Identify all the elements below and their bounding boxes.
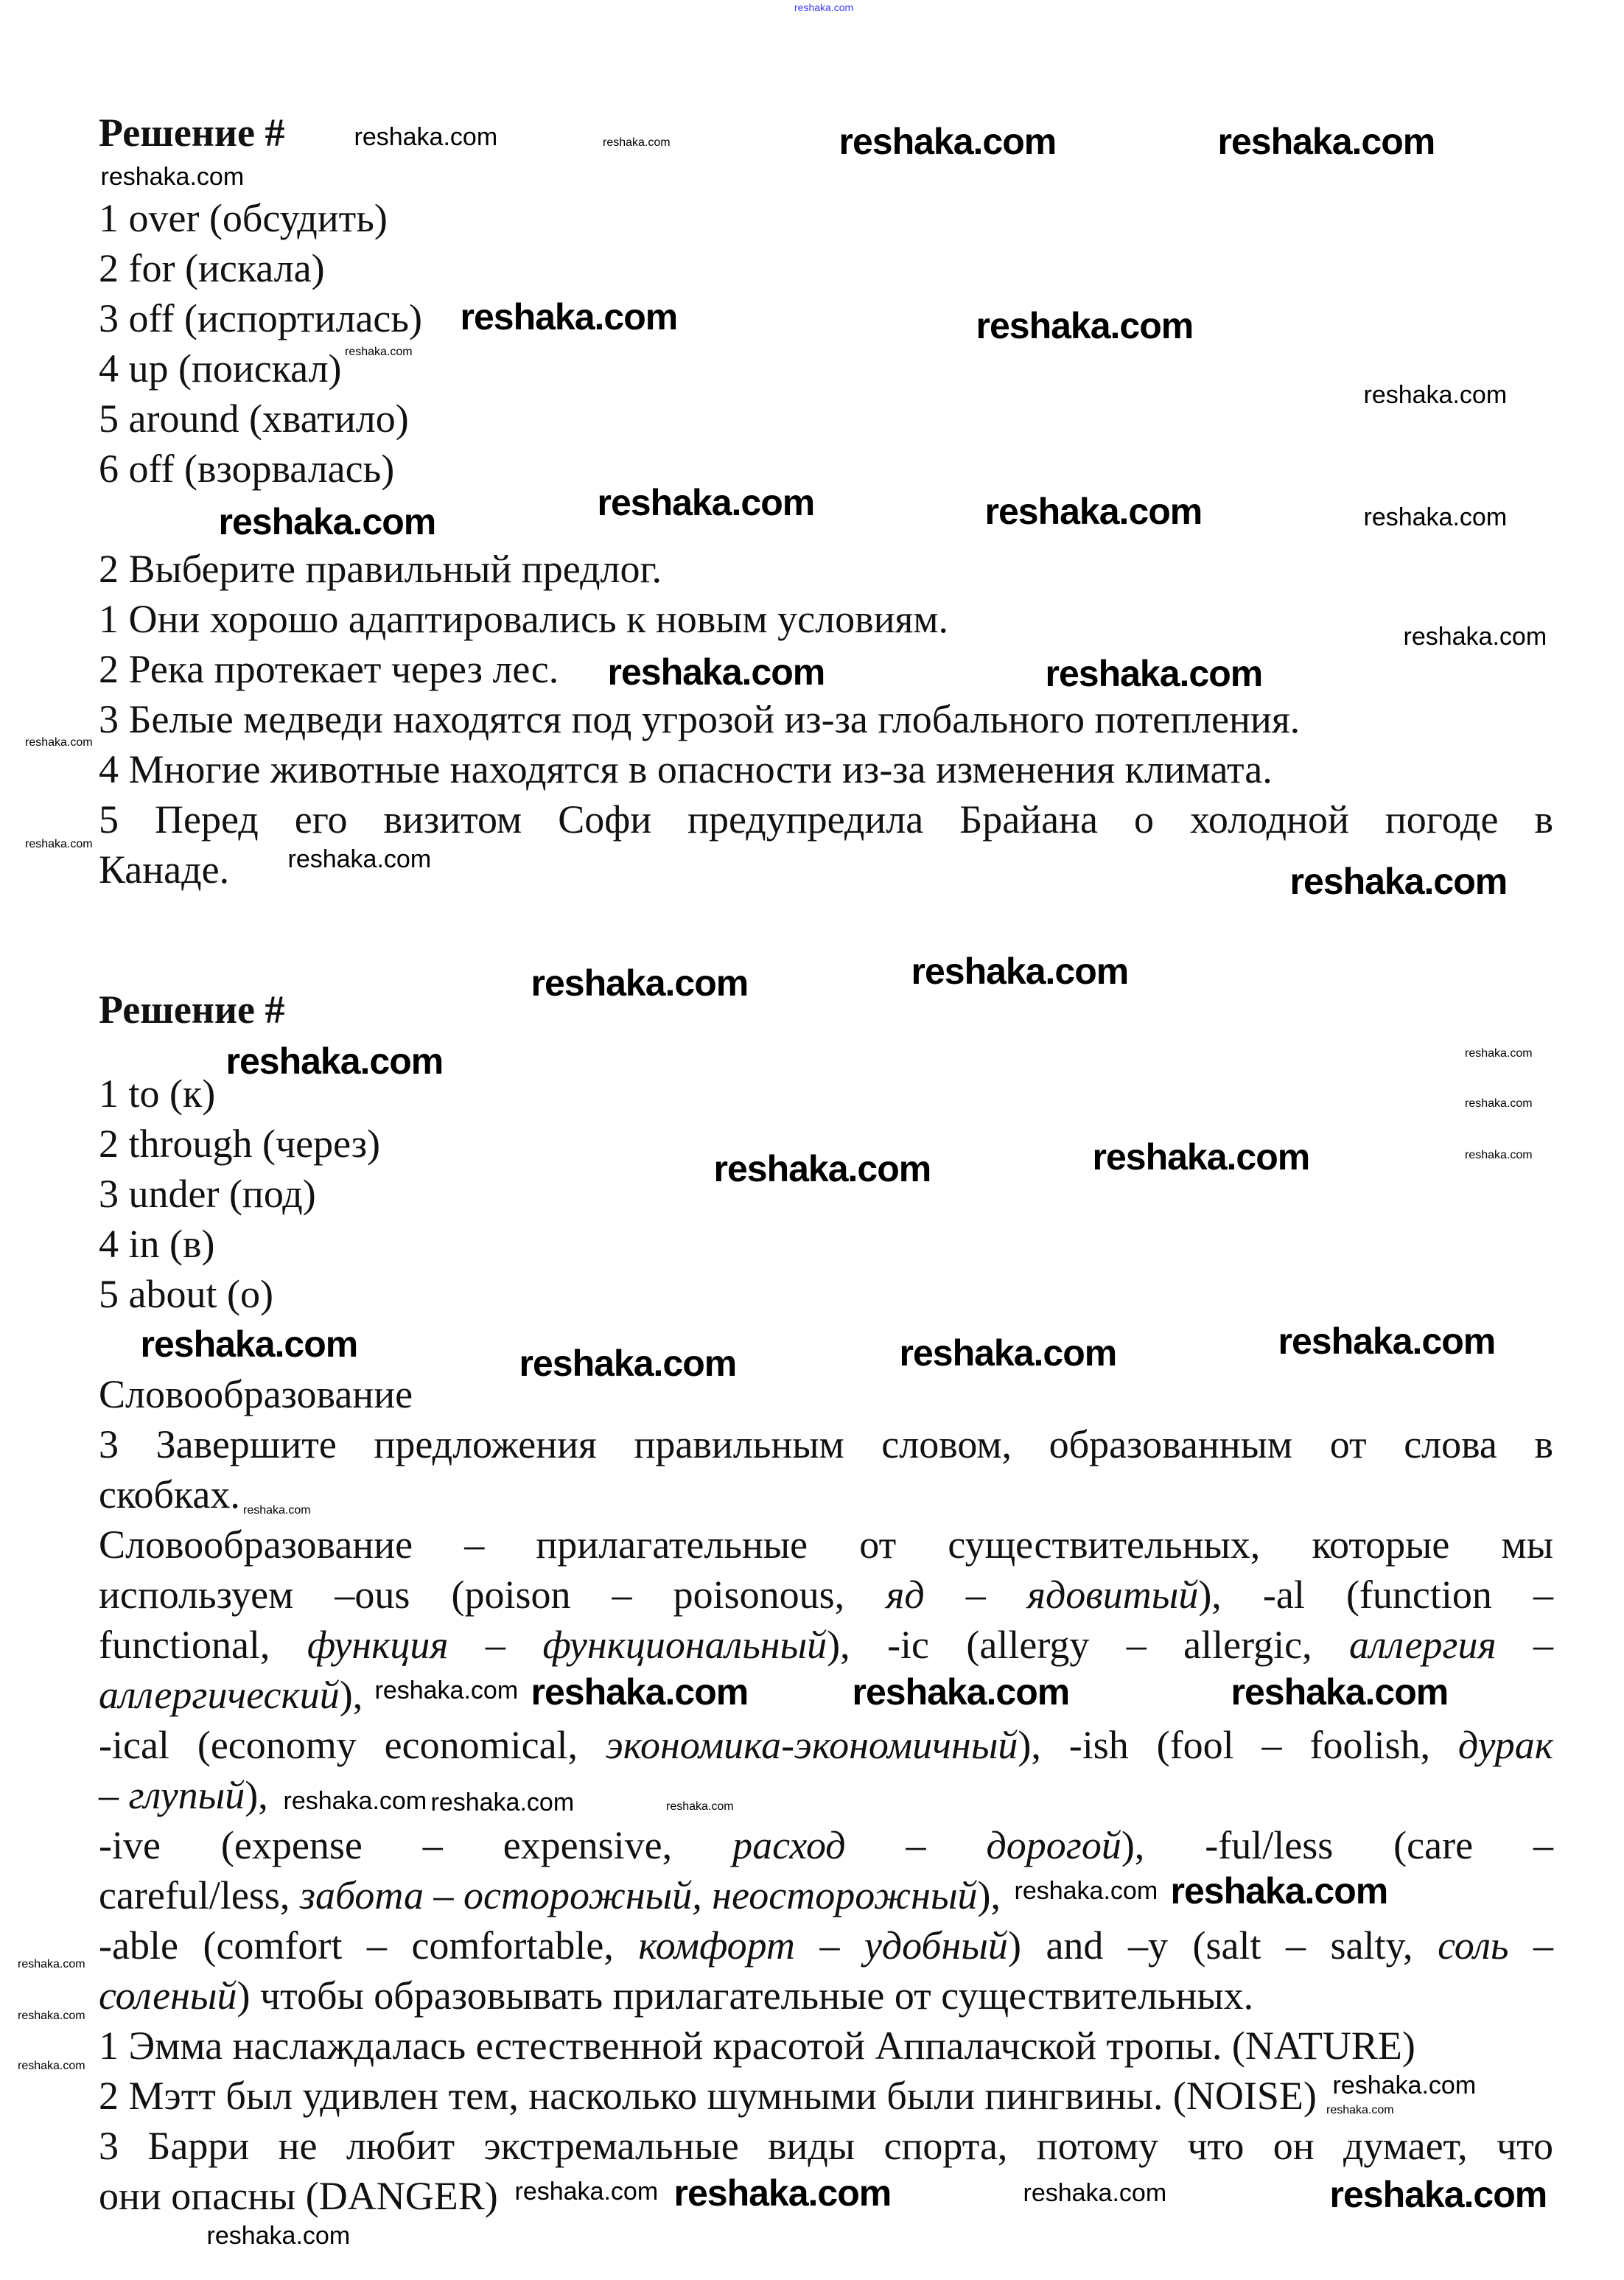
explanation-line xyxy=(99,1570,1553,1620)
watermark: reshaka.com xyxy=(243,1504,311,1517)
watermark: reshaka.com xyxy=(1023,2179,1167,2207)
answer-line: 1 to (к) xyxy=(99,1071,216,1116)
sentence-line: 3 Белые медведи находятся под угрозой из-за глобального потепления. xyxy=(99,697,1301,741)
watermark: reshaka.com xyxy=(794,1,854,13)
watermark: reshaka.com xyxy=(18,2060,85,2072)
watermark: reshaka.com xyxy=(666,1800,734,1813)
sentence-line: 2 Мэтт был удивлен тем, насколько шумными были пингвины. (NOISE) xyxy=(99,2074,1317,2118)
watermark: reshaka.com xyxy=(1332,2071,1477,2099)
watermark: reshaka.com xyxy=(18,1958,85,1970)
watermark: reshaka.com xyxy=(911,951,1129,992)
answer-line: 3 under (под) xyxy=(99,1172,316,1216)
explanation-text: ) чтобы образовывать прилагательные от существительных. xyxy=(237,1973,1254,2018)
explanation-text: Словообразование – прилагательные от существительных, которые мы xyxy=(99,1522,1553,1567)
watermark: reshaka.com xyxy=(1045,653,1263,694)
explanation-text: ), xyxy=(245,1773,268,1817)
explanation-text: ), -ic (allergy – allergic, xyxy=(827,1623,1350,1667)
translation-text: функция – функциональный xyxy=(307,1623,827,1667)
explanation-text: ), xyxy=(339,1673,363,1717)
watermark: reshaka.com xyxy=(1465,1047,1533,1060)
sentence-line: 4 Многие животные находятся в опасности из-за изменения климата. xyxy=(99,747,1273,791)
explanation-text: ), -ful/less (care – xyxy=(1121,1823,1553,1867)
watermark: reshaka.com xyxy=(1465,1097,1533,1110)
watermark: reshaka.com xyxy=(984,491,1203,532)
sentence-line: 5 Перед его визитом Софи предупредила Брайана о холодной погоде в xyxy=(99,797,1553,842)
watermark: reshaka.com xyxy=(345,346,413,358)
watermark: reshaka.com xyxy=(839,121,1057,162)
sentence-line: 3 Барри не любит экстремальные виды спорта, потому что он думает, что xyxy=(99,2124,1553,2168)
explanation-text: -ive (expense – expensive, xyxy=(99,1823,733,1867)
sentence-line: 1 Эмма наслаждалась естественной красотой Аппалачской тропы. (NATURE) xyxy=(99,2024,1415,2068)
watermark: reshaka.com xyxy=(1217,121,1435,162)
explanation-text: ) and –y (salt – salty, xyxy=(1007,1923,1438,1968)
watermark: reshaka.com xyxy=(225,1041,444,1082)
watermark: reshaka.com xyxy=(100,163,245,191)
watermark: reshaka.com xyxy=(1014,1877,1158,1905)
explanation-text: functional, xyxy=(99,1623,307,1667)
watermark: reshaka.com xyxy=(603,136,671,149)
watermark: reshaka.com xyxy=(1289,861,1508,902)
translation-text: – глупый xyxy=(99,1773,245,1817)
solution-title: Решение # xyxy=(99,987,285,1032)
explanation-text: ), -ish (fool – foolish, xyxy=(1018,1723,1458,1767)
translation-text: забота – осторожный, неосторожный xyxy=(299,1873,978,1917)
answer-line: 4 in (в) xyxy=(99,1222,215,1266)
watermark: reshaka.com xyxy=(218,501,436,542)
answer-line: 5 about (о) xyxy=(99,1272,273,1316)
explanation-line xyxy=(99,1720,1553,1770)
explanation-line xyxy=(99,1920,1553,1970)
explanation-line xyxy=(99,1620,1553,1670)
sentence-line: они опасны (DANGER) xyxy=(99,2174,498,2218)
translation-text: экономика-экономичный xyxy=(605,1723,1018,1767)
watermark: reshaka.com xyxy=(1170,1870,1388,1912)
answer-line: 4 up (поискал) xyxy=(99,346,342,391)
translation-text: соль – xyxy=(1438,1923,1554,1968)
translation-text: комфорт – удобный xyxy=(638,1923,1008,1968)
explanation-line xyxy=(99,1520,1553,1570)
watermark: reshaka.com xyxy=(1092,1136,1310,1178)
explanation-text: ), -al (function – xyxy=(1198,1573,1553,1617)
watermark: reshaka.com xyxy=(1403,623,1547,651)
explanation-line xyxy=(99,1820,1553,1870)
watermark: reshaka.com xyxy=(140,1323,358,1365)
watermark: reshaka.com xyxy=(287,845,432,873)
watermark: reshaka.com xyxy=(25,838,93,850)
solution-title: Решение # xyxy=(99,111,285,155)
translation-text: соленый xyxy=(99,1973,237,2018)
explanation-line xyxy=(99,1670,363,1720)
watermark: reshaka.com xyxy=(531,1671,749,1713)
explanation-text: -able (comfort – comfortable, xyxy=(99,1923,639,1968)
watermark: reshaka.com xyxy=(514,2178,659,2206)
task-line: 3 Завершите предложения правильным словом, образованным от слова в xyxy=(99,1422,1553,1466)
watermark: reshaka.com xyxy=(519,1343,737,1384)
watermark: reshaka.com xyxy=(673,2172,892,2214)
sentence-line: 1 Они хорошо адаптировались к новым условиям. xyxy=(99,597,948,641)
answer-line: 2 for (искала) xyxy=(99,246,325,290)
watermark: reshaka.com xyxy=(18,2010,85,2022)
sentence-line: Канаде. xyxy=(99,847,230,892)
translation-text: аллергия – xyxy=(1349,1623,1553,1667)
answer-line: 2 through (через) xyxy=(99,1122,381,1166)
watermark: reshaka.com xyxy=(374,1676,519,1704)
watermark: reshaka.com xyxy=(713,1148,931,1189)
watermark: reshaka.com xyxy=(976,305,1194,346)
watermark: reshaka.com xyxy=(531,962,749,1004)
answer-line: 1 over (обсудить) xyxy=(99,196,388,240)
explanation-line xyxy=(99,1870,1001,1920)
translation-text: аллергический xyxy=(99,1673,340,1717)
explanation-text: используем –ous (poison – poisonous, xyxy=(99,1573,886,1617)
explanation-line xyxy=(99,1970,1253,2021)
translation-text: дурак xyxy=(1457,1723,1553,1767)
watermark: reshaka.com xyxy=(899,1332,1117,1374)
watermark: reshaka.com xyxy=(597,482,815,523)
watermark: reshaka.com xyxy=(1363,381,1508,409)
watermark: reshaka.com xyxy=(25,736,93,749)
watermark: reshaka.com xyxy=(430,1788,575,1816)
answer-line: 3 off (испортилась) xyxy=(99,296,423,340)
translation-text: яд – ядовитый xyxy=(886,1573,1199,1617)
explanation-line xyxy=(99,1770,268,1820)
watermark: reshaka.com xyxy=(1278,1321,1496,1362)
watermark: reshaka.com xyxy=(354,123,498,151)
answer-line: 6 off (взорвалась) xyxy=(99,447,395,491)
sentence-line: 2 Река протекает через лес. xyxy=(99,647,559,691)
watermark: reshaka.com xyxy=(1329,2174,1547,2215)
explanation-text: -ical (economy economical, xyxy=(99,1723,606,1767)
watermark: reshaka.com xyxy=(460,296,678,338)
watermark: reshaka.com xyxy=(1326,2104,1394,2116)
answer-line: 5 around (хватило) xyxy=(99,396,409,441)
section-heading: Словообразование xyxy=(99,1372,413,1416)
explanation-text: careful/less, xyxy=(99,1873,300,1917)
watermark: reshaka.com xyxy=(1465,1149,1533,1161)
task-line: скобках. xyxy=(99,1472,240,1517)
watermark: reshaka.com xyxy=(1363,503,1508,531)
translation-text: расход – дорогой xyxy=(732,1823,1121,1867)
watermark: reshaka.com xyxy=(206,2222,351,2250)
watermark: reshaka.com xyxy=(1231,1671,1449,1713)
watermark: reshaka.com xyxy=(852,1671,1070,1713)
watermark: reshaka.com xyxy=(283,1787,427,1815)
explanation-text: ), xyxy=(977,1873,1001,1917)
task-heading: 2 Выберите правильный предлог. xyxy=(99,547,662,591)
watermark: reshaka.com xyxy=(607,651,825,693)
